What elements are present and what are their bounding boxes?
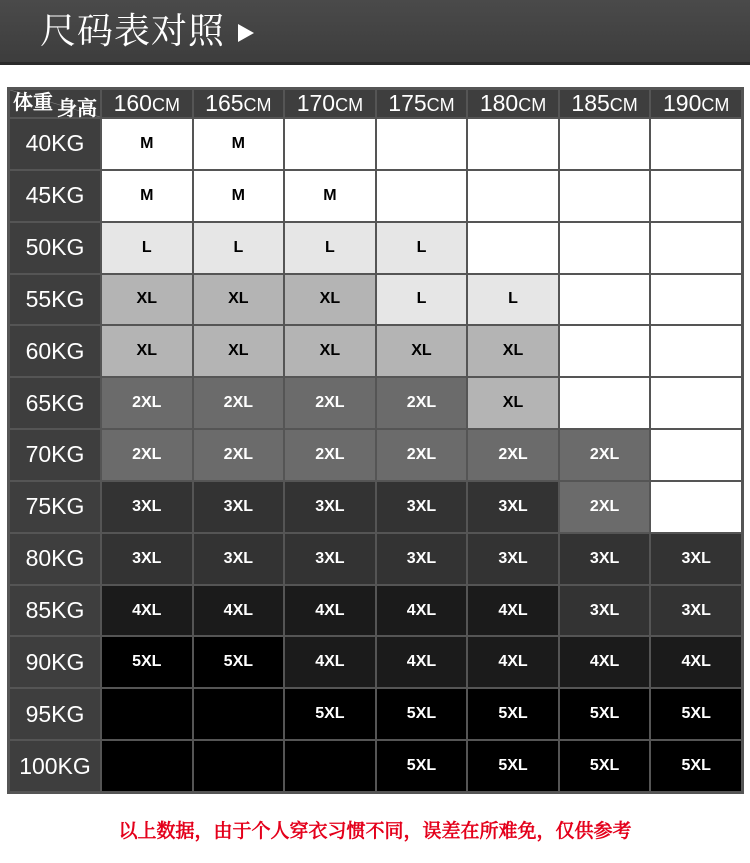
height-header-cell xyxy=(560,90,650,117)
size-cell: L xyxy=(468,275,558,325)
disclaimer-note: 以上数据，由于个人穿衣习惯不同，误差在所难免，仅供参考 xyxy=(118,820,632,842)
size-cell: 5XL xyxy=(468,741,558,791)
size-cell: 5XL xyxy=(194,637,284,687)
size-cell: 5XL xyxy=(651,689,741,739)
size-cell: 3XL xyxy=(468,482,558,532)
table-row xyxy=(10,534,741,584)
size-cell: 4XL xyxy=(560,637,650,687)
size-cell: 2XL xyxy=(285,430,375,480)
table-row xyxy=(10,119,741,169)
corner-height-label: 身高 xyxy=(57,96,97,120)
size-cell: XL xyxy=(377,326,467,376)
size-cell: 5XL xyxy=(285,689,375,739)
size-cell xyxy=(560,223,650,273)
size-cell: 5XL xyxy=(102,637,192,687)
height-header-cell xyxy=(651,90,741,117)
table-row xyxy=(10,223,741,273)
height-unit: CM xyxy=(335,95,364,115)
size-cell: XL xyxy=(102,326,192,376)
size-cell: 4XL xyxy=(377,586,467,636)
size-cell xyxy=(560,275,650,325)
weight-header-cell: 95KG xyxy=(10,689,100,739)
size-cell: 2XL xyxy=(560,482,650,532)
size-cell: 5XL xyxy=(377,689,467,739)
size-cell: 2XL xyxy=(102,430,192,480)
size-cell xyxy=(468,171,558,221)
size-cell: XL xyxy=(102,275,192,325)
height-unit: CM xyxy=(701,95,730,115)
size-cell xyxy=(194,689,284,739)
size-cell: XL xyxy=(194,275,284,325)
weight-header-cell: 50KG xyxy=(10,223,100,273)
header-banner xyxy=(0,0,750,65)
size-cell: 4XL xyxy=(651,637,741,687)
height-value: 180 xyxy=(479,90,519,116)
size-cell: 3XL xyxy=(102,534,192,584)
weight-header-cell: 55KG xyxy=(10,275,100,325)
size-cell: M xyxy=(194,119,284,169)
size-cell: 5XL xyxy=(468,689,558,739)
size-cell xyxy=(560,326,650,376)
size-cell: XL xyxy=(285,326,375,376)
page-title: 尺码表对照 xyxy=(40,11,226,52)
size-cell: 3XL xyxy=(560,534,650,584)
size-cell: 3XL xyxy=(194,482,284,532)
size-cell: 2XL xyxy=(285,378,375,428)
size-cell xyxy=(560,119,650,169)
size-cell: M xyxy=(102,119,192,169)
size-cell: 3XL xyxy=(285,482,375,532)
size-cell: L xyxy=(377,223,467,273)
size-cell xyxy=(377,171,467,221)
height-unit: CM xyxy=(426,95,455,115)
table-row xyxy=(10,741,741,791)
size-cell: 2XL xyxy=(377,378,467,428)
size-cell: L xyxy=(285,223,375,273)
size-cell: 3XL xyxy=(102,482,192,532)
size-cell: 4XL xyxy=(468,637,558,687)
size-cell: 5XL xyxy=(560,741,650,791)
size-cell xyxy=(194,741,284,791)
height-header-cell xyxy=(377,90,467,117)
size-cell: M xyxy=(285,171,375,221)
height-unit: CM xyxy=(609,95,638,115)
height-unit: CM xyxy=(518,95,547,115)
weight-header-cell: 70KG xyxy=(10,430,100,480)
height-header-row xyxy=(10,90,741,117)
size-cell xyxy=(560,171,650,221)
size-cell: 2XL xyxy=(560,430,650,480)
height-header-cell xyxy=(194,90,284,117)
size-cell: 3XL xyxy=(651,586,741,636)
size-cell: L xyxy=(102,223,192,273)
height-unit: CM xyxy=(243,95,272,115)
table-row xyxy=(10,586,741,636)
table-row xyxy=(10,430,741,480)
table-row xyxy=(10,378,741,428)
size-cell xyxy=(102,741,192,791)
size-cell xyxy=(651,223,741,273)
size-cell: 3XL xyxy=(285,534,375,584)
size-cell: 4XL xyxy=(194,586,284,636)
table-row xyxy=(10,482,741,532)
weight-header-cell: 40KG xyxy=(10,119,100,169)
size-cell: 2XL xyxy=(194,378,284,428)
height-value: 190 xyxy=(663,90,702,116)
size-cell xyxy=(285,741,375,791)
weight-header-cell: 100KG xyxy=(10,741,100,791)
height-header-cell xyxy=(468,90,558,117)
size-cell xyxy=(651,430,741,480)
size-cell: 3XL xyxy=(651,534,741,584)
size-cell: M xyxy=(194,171,284,221)
height-value: 175 xyxy=(388,90,427,116)
size-cell: 4XL xyxy=(285,586,375,636)
size-cell: XL xyxy=(194,326,284,376)
size-cell: XL xyxy=(468,378,558,428)
size-cell xyxy=(651,171,741,221)
weight-header-cell: 80KG xyxy=(10,534,100,584)
size-chart-table xyxy=(7,87,744,794)
table-row xyxy=(10,275,741,325)
size-cell: 3XL xyxy=(468,534,558,584)
table-row xyxy=(10,326,741,376)
size-cell: 3XL xyxy=(377,534,467,584)
table-corner xyxy=(10,90,100,120)
size-cell: 4XL xyxy=(102,586,192,636)
size-cell xyxy=(468,223,558,273)
size-cell: 2XL xyxy=(377,430,467,480)
size-cell xyxy=(560,378,650,428)
weight-header-cell: 85KG xyxy=(10,586,100,636)
size-cell: 3XL xyxy=(377,482,467,532)
size-cell: 2XL xyxy=(102,378,192,428)
size-cell xyxy=(651,326,741,376)
size-cell: XL xyxy=(468,326,558,376)
table-row xyxy=(10,637,741,687)
size-cell: 2XL xyxy=(468,430,558,480)
table-row xyxy=(10,689,741,739)
corner-weight-label: 体重 xyxy=(13,90,53,114)
size-cell: 5XL xyxy=(377,741,467,791)
size-cell: 2XL xyxy=(194,430,284,480)
size-cell: 5XL xyxy=(560,689,650,739)
height-header-cell xyxy=(285,90,375,117)
height-value: 165 xyxy=(205,90,244,116)
size-cell: L xyxy=(377,275,467,325)
size-cell: 4XL xyxy=(468,586,558,636)
size-cell xyxy=(651,378,741,428)
weight-header-cell: 75KG xyxy=(10,482,100,532)
size-cell: M xyxy=(102,171,192,221)
height-header-cell xyxy=(102,90,192,117)
size-cell xyxy=(651,119,741,169)
size-cell xyxy=(651,482,741,532)
weight-header-cell: 90KG xyxy=(10,637,100,687)
play-arrow-icon xyxy=(238,24,254,42)
size-cell: 4XL xyxy=(285,637,375,687)
size-cell xyxy=(468,119,558,169)
size-cell: XL xyxy=(285,275,375,325)
size-cell xyxy=(651,275,741,325)
table-row xyxy=(10,171,741,221)
size-cell: L xyxy=(194,223,284,273)
height-value: 170 xyxy=(296,90,336,116)
height-unit: CM xyxy=(151,95,180,115)
size-cell: 3XL xyxy=(560,586,650,636)
size-cell xyxy=(377,119,467,169)
weight-header-cell: 60KG xyxy=(10,326,100,376)
size-cell: 5XL xyxy=(651,741,741,791)
size-cell: 3XL xyxy=(194,534,284,584)
size-cell xyxy=(285,119,375,169)
height-value: 185 xyxy=(571,90,610,116)
size-cell xyxy=(102,689,192,739)
weight-header-cell: 45KG xyxy=(10,171,100,221)
height-value: 160 xyxy=(113,90,152,116)
weight-header-cell: 65KG xyxy=(10,378,100,428)
size-cell: 4XL xyxy=(377,637,467,687)
